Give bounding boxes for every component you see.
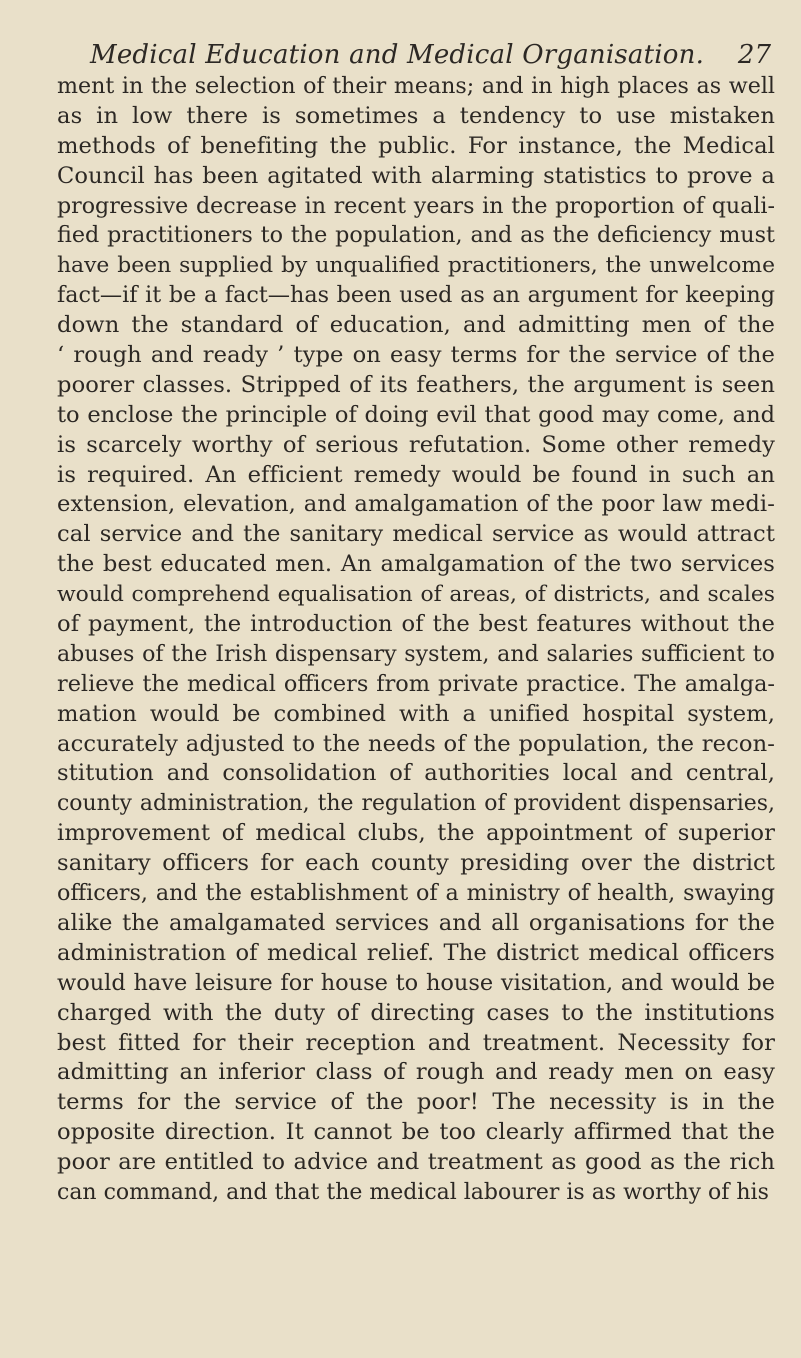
text-line: extension, elevation, and amalgamation of the poor law medi-: [57, 491, 775, 518]
text-line: is required. An efficient remedy would be found in such an: [57, 461, 775, 488]
body-paragraph: [57, 72, 775, 1208]
text-line: best fitted for their reception and treatment. Necessity for: [57, 1029, 775, 1056]
text-line: opposite direction. It cannot be too clearly affirmed that the: [57, 1119, 775, 1146]
text-line: Council has been agitated with alarming statistics to prove a: [57, 162, 775, 189]
text-line: have been supplied by unqualified practitioners, the unwelcome: [57, 253, 775, 279]
text-line: as in low there is sometimes a tendency to use mistaken: [57, 102, 775, 129]
text-line: fact—if it be a fact—has been used as an argument for keeping: [57, 282, 775, 309]
text-line: terms for the service of the poor! The necessity is in the: [57, 1089, 775, 1116]
text-line: would have leisure for house to house visitation, and would be: [57, 969, 775, 996]
text-line: charged with the duty of directing cases to the institutions: [57, 999, 775, 1026]
text-line: alike the amalgamated services and all organisations for the: [57, 909, 775, 936]
text-line: cal service and the sanitary medical service as would attract: [57, 521, 775, 548]
text-line: poor are entitled to advice and treatment as good as the rich: [57, 1149, 775, 1176]
text-line: abuses of the Irish dispensary system, and salaries sufficient to: [57, 640, 775, 667]
text-line: poorer classes. Stripped of its feathers, the argument is seen: [57, 371, 775, 398]
text-line: ment in the selection of their means; and in high places as well: [57, 73, 775, 99]
text-line: progressive decrease in recent years in the proportion of quali-: [57, 192, 775, 219]
text-line: relieve the medical officers from private practice. The amalga-: [57, 670, 775, 697]
text-line: to enclose the principle of doing evil that good may come, and: [57, 401, 775, 428]
page-header: [90, 40, 771, 76]
text-line: sanitary officers for each county presiding over the district: [57, 850, 775, 877]
text-line: officers, and the establishment of a ministry of health, swaying: [57, 880, 775, 907]
text-line: county administration, the regulation of provident dispensaries,: [57, 791, 775, 817]
text-line: fied practitioners to the population, and as the deficiency must: [57, 222, 775, 249]
text-line: ‘ rough and ready ’ type on easy terms for the service of the: [57, 342, 775, 369]
text-line: administration of medical relief. The district medical officers: [57, 939, 775, 966]
text-line: of payment, the introduction of the best features without the: [57, 611, 775, 638]
running-head: Medical Education and Medical Organisation.: [90, 40, 705, 70]
text-line: down the standard of education, and admitting men of the: [57, 312, 775, 339]
text-line: would comprehend equalisation of areas, of districts, and scales: [57, 582, 775, 608]
text-line: can command, and that the medical labourer is as worthy of his: [57, 1179, 769, 1205]
text-line: methods of benefiting the public. For instance, the Medical: [57, 132, 775, 159]
text-line: is scarcely worthy of serious refutation. Some other remedy: [57, 431, 775, 458]
text-line: the best educated men. An amalgamation of the two services: [57, 551, 775, 578]
text-line: stitution and consolidation of authorities local and central,: [57, 760, 775, 787]
page-number: 27: [737, 40, 771, 70]
text-line: admitting an inferior class of rough and ready men on easy: [57, 1059, 775, 1086]
text-line: mation would be combined with a unified hospital system,: [57, 700, 775, 727]
text-line: improvement of medical clubs, the appointment of superior: [57, 820, 775, 847]
text-line: accurately adjusted to the needs of the population, the recon-: [57, 730, 775, 757]
